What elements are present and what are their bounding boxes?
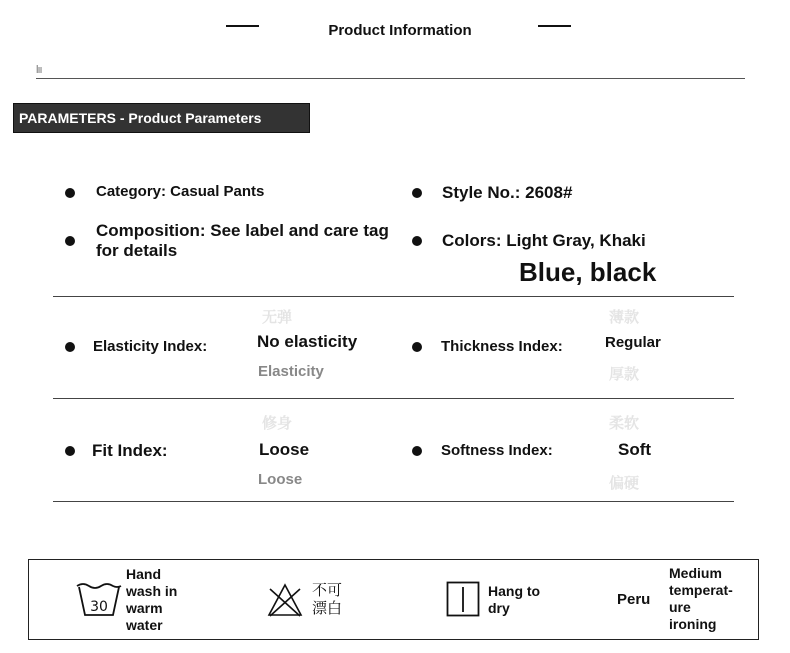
dry-label xyxy=(488,583,540,617)
fit-ghost-top: 修身 xyxy=(262,415,293,432)
dry-label-line: Hang to xyxy=(488,583,541,599)
dry-label-line: dry xyxy=(488,600,510,616)
bullet-dot xyxy=(412,342,422,352)
wash-label-line: Hand xyxy=(126,566,161,582)
thickness-label: Thickness Index: xyxy=(441,338,563,355)
section-title-bar: PARAMETERS - Product Parameters xyxy=(13,103,310,133)
divider-line xyxy=(53,398,734,399)
wash-label-line: wash in xyxy=(126,583,178,599)
category-text: Category: Casual Pants xyxy=(96,183,265,200)
bullet-dot xyxy=(65,236,75,246)
iron-label-line: temperat- xyxy=(669,582,733,598)
bleach-label-line: 漂白 xyxy=(312,600,343,617)
hang-dry-icon xyxy=(446,581,480,617)
composition-text-line2: for details xyxy=(96,241,178,260)
wash-label-line: water xyxy=(126,617,163,633)
colors-text: Colors: Light Gray, Khaki xyxy=(442,231,646,250)
page-title: Product Information xyxy=(328,22,472,39)
bullet-dot xyxy=(412,446,422,456)
bleach-label xyxy=(312,582,342,618)
bullet-dot xyxy=(412,188,422,198)
wash-label-line: warm xyxy=(126,600,163,616)
care-instructions-box xyxy=(28,559,759,640)
bullet-dot xyxy=(65,342,75,352)
style-no-text: Style No.: 2608# xyxy=(442,183,573,202)
fit-label: Fit Index: xyxy=(92,441,168,460)
elasticity-sub: Elasticity xyxy=(258,363,324,380)
softness-ghost-bottom: 偏硬 xyxy=(609,475,640,492)
iron-label-line: Medium xyxy=(669,565,722,581)
wash-label xyxy=(126,566,177,634)
elasticity-ghost-top: 无弹 xyxy=(262,309,293,326)
bullet-dot xyxy=(412,236,422,246)
hand-wash-30-icon xyxy=(76,581,122,617)
bullet-dot xyxy=(65,446,75,456)
iron-label-line: ure xyxy=(669,599,691,615)
thickness-value: Regular xyxy=(605,334,661,351)
header-mini-mark: lıı xyxy=(36,64,42,76)
thickness-ghost-bottom: 厚款 xyxy=(609,366,640,383)
divider-line xyxy=(53,296,734,297)
divider-line xyxy=(53,501,734,502)
softness-ghost-top: 柔软 xyxy=(609,415,640,432)
header-rule xyxy=(36,78,745,79)
origin-text: Peru xyxy=(617,591,651,608)
softness-label: Softness Index: xyxy=(441,442,553,459)
elasticity-value: No elasticity xyxy=(257,332,358,351)
no-bleach-icon xyxy=(267,583,303,617)
iron-label xyxy=(669,565,733,633)
colors-extra-text: Blue, black xyxy=(519,257,657,287)
bullet-dot xyxy=(65,188,75,198)
thickness-ghost-top: 薄款 xyxy=(609,309,640,326)
fit-value: Loose xyxy=(259,440,310,459)
bleach-label-line: 不可 xyxy=(312,582,343,599)
iron-label-line: ironing xyxy=(669,616,717,632)
header-dash-right xyxy=(538,25,571,27)
wash-temp-text: 30 xyxy=(90,599,108,615)
fit-sub: Loose xyxy=(258,471,303,488)
elasticity-label: Elasticity Index: xyxy=(93,338,208,355)
composition-text-line1: Composition: See label and care tag xyxy=(96,221,389,240)
softness-value: Soft xyxy=(618,440,652,459)
